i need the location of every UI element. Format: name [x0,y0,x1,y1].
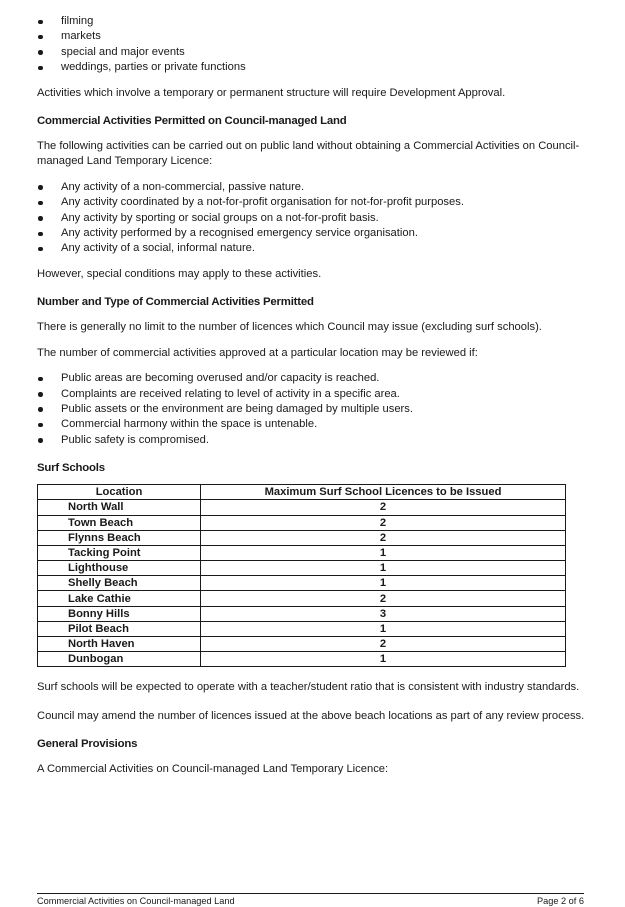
page-footer [37,893,584,907]
list-item: Commercial harmony within the space is untenable. [37,417,585,432]
location-cell: North Haven [38,637,201,652]
licence-count-cell: 1 [201,545,566,560]
location-cell: Town Beach [38,515,201,530]
list-item: Public assets or the environment are being damaged by multiple users. [37,402,585,417]
location-cell: Shelly Beach [38,576,201,591]
licence-count-cell: 2 [201,530,566,545]
table-row [38,652,566,667]
licence-count-cell: 2 [201,500,566,515]
licence-count-cell: 1 [201,621,566,636]
permitted-note: However, special conditions may apply to these activities. [37,267,322,280]
column-header-location: Location [38,485,201,500]
surf-school-table [37,484,566,667]
table-row [38,545,566,560]
location-cell: North Wall [38,500,201,515]
table-row [38,606,566,621]
list-item: Any activity performed by a recognised emergency service organisation. [37,226,585,241]
licence-count-cell: 2 [201,591,566,606]
surf-schools-heading: Surf Schools [37,462,105,475]
permitted-intro: The following activities can be carried out on public land without obtaining a Commercial Activities on Council-managed Land Temporary Licence: [37,140,580,168]
activity-list [37,14,585,76]
list-item: filming [37,14,585,29]
surf-ratio-note: Surf schools will be expected to operate with a teacher/student ratio that is consistent with industry standards. [37,681,580,694]
document-page [37,14,585,778]
list-item: Any activity coordinated by a not-for-profit organisation for not-for-profit purposes. [37,195,585,210]
list-item: Public safety is compromised. [37,433,585,448]
table-row [38,530,566,545]
number-type-para2: The number of commercial activities approved at a particular location may be reviewed if: [37,346,478,359]
list-item: weddings, parties or private functions [37,60,585,75]
surf-amend-note: Council may amend the number of licences issued at the above beach locations as part of any review process. [37,709,585,722]
table-row [38,576,566,591]
list-item: special and major events [37,45,585,60]
table-row [38,515,566,530]
list-item: Any activity of a social, informal nature. [37,241,585,256]
licence-count-cell: 3 [201,606,566,621]
list-item: markets [37,29,585,44]
table-row [38,591,566,606]
column-header-max-licences: Maximum Surf School Licences to be Issued [201,485,566,500]
location-cell: Flynns Beach [38,530,201,545]
licence-count-cell: 2 [201,637,566,652]
table-row [38,621,566,636]
licence-count-cell: 2 [201,515,566,530]
location-cell: Tacking Point [38,545,201,560]
footer-document-title: Commercial Activities on Council-managed Land [37,896,235,906]
location-cell: Lighthouse [38,561,201,576]
review-conditions-list [37,371,585,448]
licence-count-cell: 1 [201,561,566,576]
list-item: Complaints are received relating to level of activity in a specific area. [37,387,585,402]
list-item: Any activity of a non-commercial, passive nature. [37,180,585,195]
structure-note: Activities which involve a temporary or permanent structure will require Development Approval. [37,86,506,99]
table-row [38,637,566,652]
general-provisions-heading: General Provisions [37,738,138,751]
location-cell: Pilot Beach [38,621,201,636]
licence-count-cell: 1 [201,576,566,591]
table-row [38,561,566,576]
location-cell: Bonny Hills [38,606,201,621]
permitted-heading: Commercial Activities Permitted on Council-managed Land [37,115,347,128]
location-cell: Dunbogan [38,652,201,667]
general-provisions-intro: A Commercial Activities on Council-managed Land Temporary Licence: [37,763,389,776]
permitted-list [37,180,585,257]
table-row [38,500,566,515]
list-item: Any activity by sporting or social groups on a not-for-profit basis. [37,211,585,226]
location-cell: Lake Cathie [38,591,201,606]
number-type-heading: Number and Type of Commercial Activities Permitted [37,296,314,309]
licence-count-cell: 1 [201,652,566,667]
number-type-para1: There is generally no limit to the number of licences which Council may issue (excluding surf schools). [37,321,542,334]
footer-page-number: Page 2 of 6 [537,896,584,906]
list-item: Public areas are becoming overused and/or capacity is reached. [37,371,585,386]
table-header-row [38,485,566,500]
